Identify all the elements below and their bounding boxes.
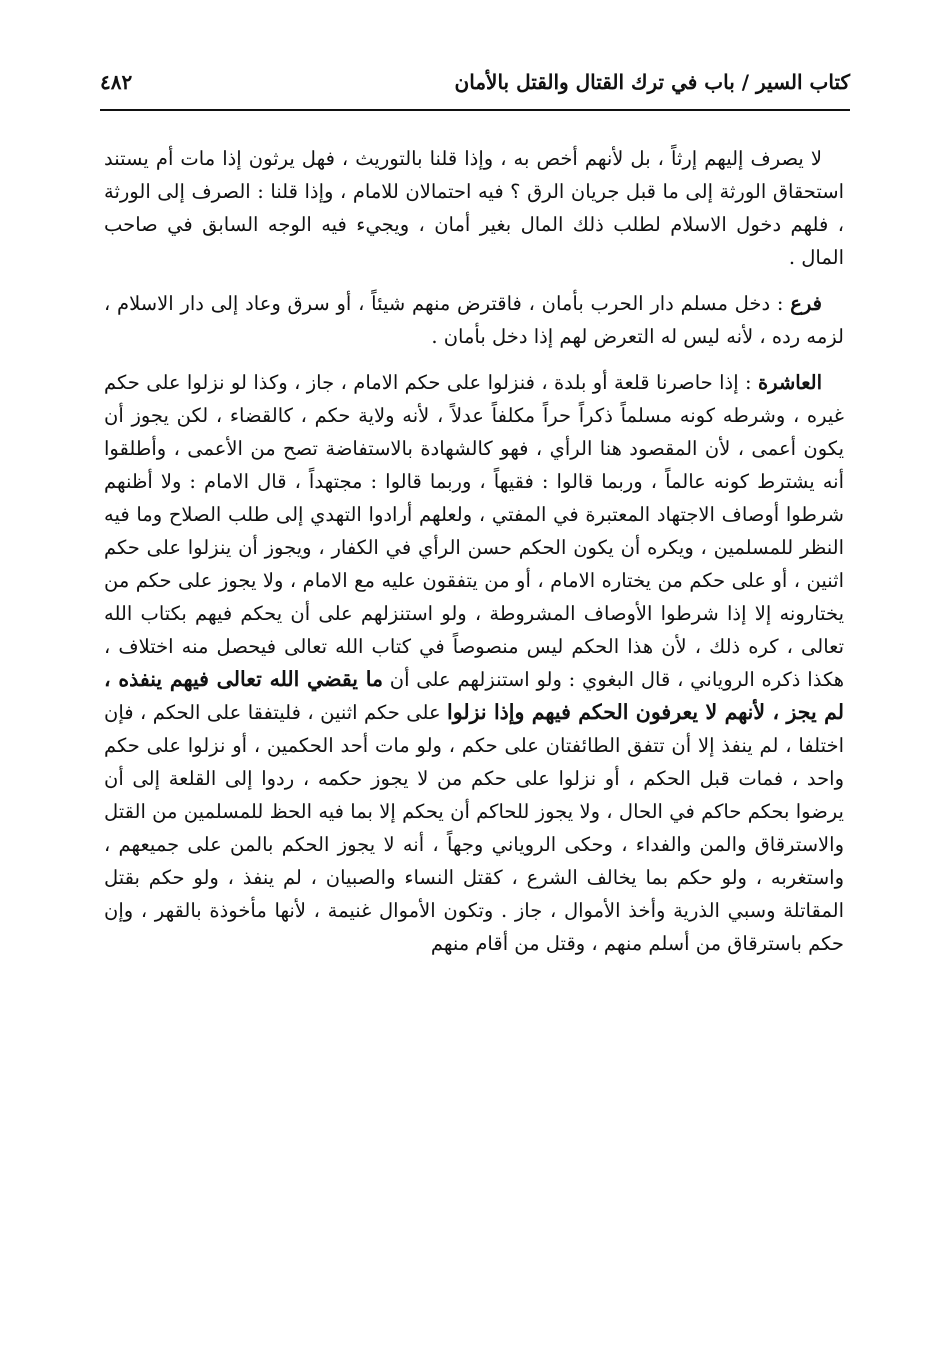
paragraph-text: : إذا حاصرنا قلعة أو بلدة ، فنزلوا على حكم الامام ، جاز ، وكذا لو نزلوا على حكم غيره ، وشرطه كونه مسلماً ذكراً حراً مكلفاً عدلاً ، لأنه ولاية حكم ، كالقضاء ، لكن يجوز أن يكون أعمى ، لأن المقصود هنا الرأي ، فهو كالشهادة بالاستفاضة تصح من الأعمى ، وأطلقوا أنه يشترط كونه عالماً ، وربما قالوا : فقيهاً ، وربما قالوا : مجتهداً ، قال الامام : ولا أظنهم شرطوا أوصاف الاجتهاد المعتبرة في المفتي ، ولعلهم أرادوا التهدي إلى طلب الصلاح وما فيه النظر للمسلمين ، ويكره أن يكون الحكم حسن الرأي في الكفار ، ويجوز أن ينزلوا على حكم اثنين ، أو على حكم من يختاره الامام ، أو من يتفقون عليه مع الامام ، ولا يجوز على حكم من يختارونه إلا إذا شرطوا الأوصاف المشروطة ، ولو استنزلهم على أن يحكم فيهم بكتاب الله تعالى ، كره ذلك ، لأن هذا الحكم ليس منصوصاً في كتاب الله تعالى فيحصل منه اختلاف ، هكذا ذكره الروياني ، قال البغوي : ولو استنزلهم على أن — [104, 371, 844, 691]
paragraph — [104, 366, 844, 960]
paragraph-text: : دخل مسلم دار الحرب بأمان ، فاقترض منهم شيئاً ، أو سرق وعاد إلى دار الاسلام ، لزمه رده ، لأنه ليس له التعرض لهم إذا دخل بأمان . — [104, 292, 844, 348]
paragraph-label: العاشرة — [757, 371, 822, 394]
paragraph — [104, 287, 844, 353]
paragraph-text-continued: على حكم اثنين ، فليتفقا على الحكم ، فإن اختلفا ، لم ينفذ إلا أن تتفق الطائفتان على حكم ، ولو مات أحد الحكمين ، أو نزلوا على حكم واحد ، فمات قبل الحكم ، أو نزلوا على حكم من لا يجوز حكمه ، ردوا إلى القلعة إلى أن يرضوا بحكم حاكم في الحال ، ولا يجوز للحاكم أن يحكم إلا بما فيه الحظ للمسلمين من القتل والاسترقاق والمن والفداء ، وحكى الروياني وجهاً ، أنه لا يجوز الحكم بالمن على جميعهم ، واستغربه ، ولو حكم بما يخالف الشرع ، كقتل النساء والصبيان ، لم ينفذ ، ولو حكم بقتل المقاتلة وسبي الذرية وأخذ الأموال ، جاز . وتكون الأموال غنيمة ، لأنها مأخوذة بالقهر ، وإن حكم باسترقاق من أسلم منهم ، وقتل من أقام منهم — [104, 701, 844, 955]
chapter-title: كتاب السير / باب في ترك القتال والقتل بالأمان — [454, 70, 850, 94]
paragraph-label: فرع — [790, 292, 822, 315]
paragraph-text: لا يصرف إليهم إرثاً ، بل لأنهم أخص به ، وإذا قلنا بالتوريث ، فهل يرثون إذا مات أم يستند استحقاق الورثة إلى ما قبل جريان الرق ؟ فيه احتمالان للامام ، وإذا قلنا : الصرف إلى الورثة ، فلهم دخول الاسلام لطلب ذلك المال بغير أمان ، ويجيء فيه الوجه السابق في صاحب المال . — [104, 147, 844, 269]
page-number: ٤٨٢ — [100, 70, 133, 94]
running-header — [100, 66, 850, 106]
header-rule — [100, 109, 850, 111]
body-text — [104, 142, 844, 973]
paragraph — [104, 142, 844, 274]
emphasized-text: ما يقضي الله تعالى فيهم ينفذه ، لم يجز ، لأنهم لا يعرفون الحكم فيهم وإذا نزلوا — [104, 667, 844, 724]
